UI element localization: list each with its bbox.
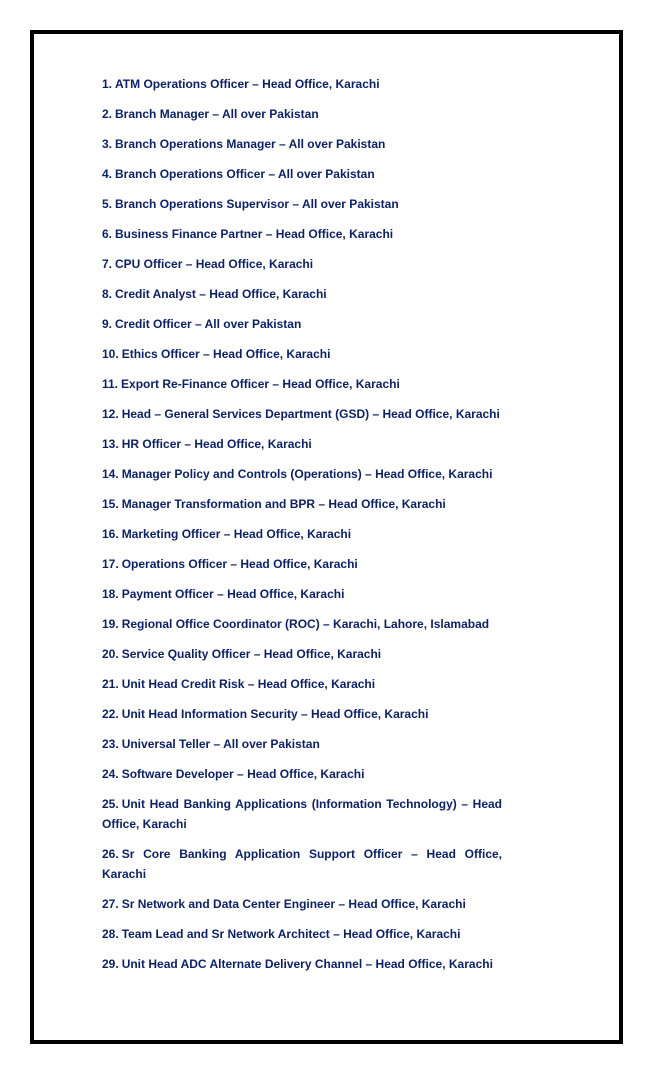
job-number: 2. bbox=[102, 107, 113, 121]
job-number: 7. bbox=[102, 257, 113, 271]
job-number: 22. bbox=[102, 707, 119, 721]
job-item-27 bbox=[102, 894, 502, 914]
job-title: Unit Head Credit Risk – Head Office, Karachi bbox=[121, 677, 376, 691]
job-title: Service Quality Officer – Head Office, Karachi bbox=[121, 647, 382, 661]
job-item-15 bbox=[102, 494, 502, 514]
job-title: Sr Core Banking Application Support Officer – Head Office, Karachi bbox=[102, 847, 502, 881]
job-item-2 bbox=[102, 104, 502, 124]
job-item-19 bbox=[102, 614, 502, 634]
job-title: Marketing Officer – Head Office, Karachi bbox=[121, 527, 352, 541]
job-number: 12. bbox=[102, 407, 119, 421]
job-item-11 bbox=[102, 374, 502, 394]
job-number: 29. bbox=[102, 957, 119, 971]
job-number: 3. bbox=[102, 137, 113, 151]
job-number: 13. bbox=[102, 437, 119, 451]
job-title: Unit Head ADC Alternate Delivery Channel – Head Office, Karachi bbox=[121, 957, 493, 971]
job-item-22 bbox=[102, 704, 502, 724]
job-item-7 bbox=[102, 254, 502, 274]
job-number: 5. bbox=[102, 197, 113, 211]
job-number: 26. bbox=[102, 847, 119, 861]
job-item-20 bbox=[102, 644, 502, 664]
job-item-23 bbox=[102, 734, 502, 754]
job-number: 24. bbox=[102, 767, 119, 781]
job-number: 18. bbox=[102, 587, 119, 601]
job-title: Payment Officer – Head Office, Karachi bbox=[121, 587, 345, 601]
job-number: 4. bbox=[102, 167, 113, 181]
job-number: 21. bbox=[102, 677, 119, 691]
job-title: Team Lead and Sr Network Architect – Head Office, Karachi bbox=[121, 927, 461, 941]
job-item-18 bbox=[102, 584, 502, 604]
job-number: 17. bbox=[102, 557, 119, 571]
document-frame bbox=[30, 30, 623, 1044]
job-item-5 bbox=[102, 194, 502, 214]
job-item-4 bbox=[102, 164, 502, 184]
job-title: Credit Officer – All over Pakistan bbox=[115, 317, 302, 331]
job-number: 8. bbox=[102, 287, 113, 301]
job-number: 14. bbox=[102, 467, 119, 481]
job-title: Regional Office Coordinator (ROC) – Karachi, Lahore, Islamabad bbox=[121, 617, 490, 631]
job-number: 11. bbox=[102, 377, 119, 391]
job-title: ATM Operations Officer – Head Office, Karachi bbox=[115, 77, 380, 91]
job-number: 27. bbox=[102, 897, 119, 911]
job-title: Unit Head Banking Applications (Information Technology) – Head Office, Karachi bbox=[102, 797, 502, 831]
job-title: Unit Head Information Security – Head Office, Karachi bbox=[121, 707, 429, 721]
job-item-21 bbox=[102, 674, 502, 694]
job-number: 9. bbox=[102, 317, 113, 331]
job-title: Sr Network and Data Center Engineer – Head Office, Karachi bbox=[121, 897, 466, 911]
job-number: 16. bbox=[102, 527, 119, 541]
job-title: Export Re-Finance Officer – Head Office, Karachi bbox=[121, 377, 400, 391]
job-title: Manager Policy and Controls (Operations) – Head Office, Karachi bbox=[121, 467, 493, 481]
job-title: CPU Officer – Head Office, Karachi bbox=[115, 257, 314, 271]
job-title: Branch Manager – All over Pakistan bbox=[115, 107, 319, 121]
job-title: Software Developer – Head Office, Karachi bbox=[121, 767, 365, 781]
job-number: 15. bbox=[102, 497, 119, 511]
job-title: Credit Analyst – Head Office, Karachi bbox=[115, 287, 327, 301]
job-list bbox=[102, 74, 502, 984]
job-item-26 bbox=[102, 844, 502, 884]
job-title: Operations Officer – Head Office, Karachi bbox=[121, 557, 358, 571]
job-title: Branch Operations Supervisor – All over Pakistan bbox=[115, 197, 399, 211]
job-number: 25. bbox=[102, 797, 119, 811]
job-title: Ethics Officer – Head Office, Karachi bbox=[121, 347, 331, 361]
job-title: Manager Transformation and BPR – Head Office, Karachi bbox=[121, 497, 446, 511]
job-item-9 bbox=[102, 314, 502, 334]
job-number: 20. bbox=[102, 647, 119, 661]
job-item-13 bbox=[102, 434, 502, 454]
job-number: 1. bbox=[102, 77, 113, 91]
job-item-3 bbox=[102, 134, 502, 154]
job-item-28 bbox=[102, 924, 502, 944]
job-item-12 bbox=[102, 404, 502, 424]
job-item-29 bbox=[102, 954, 502, 974]
job-title: Branch Operations Manager – All over Pakistan bbox=[115, 137, 386, 151]
job-number: 6. bbox=[102, 227, 113, 241]
job-number: 23. bbox=[102, 737, 119, 751]
job-item-8 bbox=[102, 284, 502, 304]
job-item-16 bbox=[102, 524, 502, 544]
job-item-1 bbox=[102, 74, 502, 94]
job-title: Business Finance Partner – Head Office, Karachi bbox=[115, 227, 394, 241]
job-item-14 bbox=[102, 464, 502, 484]
job-item-10 bbox=[102, 344, 502, 364]
job-number: 19. bbox=[102, 617, 119, 631]
job-item-17 bbox=[102, 554, 502, 574]
job-title: Universal Teller – All over Pakistan bbox=[121, 737, 320, 751]
job-item-6 bbox=[102, 224, 502, 244]
job-number: 10. bbox=[102, 347, 119, 361]
job-number: 28. bbox=[102, 927, 119, 941]
job-title: HR Officer – Head Office, Karachi bbox=[121, 437, 312, 451]
job-item-25 bbox=[102, 794, 502, 834]
job-item-24 bbox=[102, 764, 502, 784]
job-title: Branch Operations Officer – All over Pakistan bbox=[115, 167, 375, 181]
job-title: Head – General Services Department (GSD) – Head Office, Karachi bbox=[121, 407, 500, 421]
